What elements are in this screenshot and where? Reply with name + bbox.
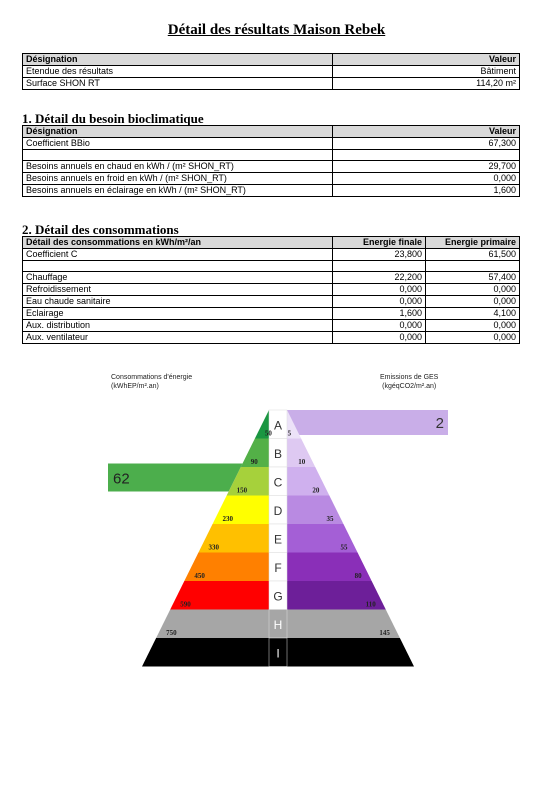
ges-threshold-label: 55 xyxy=(340,543,348,552)
ges-threshold-label: 110 xyxy=(365,600,376,609)
ges-band-c xyxy=(287,467,329,496)
class-letter: I xyxy=(276,646,280,661)
ges-band-i xyxy=(287,638,414,667)
ges-threshold-label: 20 xyxy=(312,486,320,495)
ges-title-text: Emissions de GES xyxy=(380,374,439,381)
cell-label: Eau chaude sanitaire xyxy=(23,296,333,308)
ges-threshold-label: 145 xyxy=(379,629,390,637)
header-detail: Détail des consommations en kWh/m²/an xyxy=(23,237,333,249)
cell-label: Etendue des résultats xyxy=(23,66,333,78)
class-letter: A xyxy=(273,418,283,433)
energy-threshold-label: 750 xyxy=(166,629,177,637)
cell-primaire: 57,400 xyxy=(426,272,520,284)
cell-label: Coefficient C xyxy=(23,249,333,261)
ges-threshold-label: 35 xyxy=(326,515,334,523)
cell-label: Eclairage xyxy=(23,308,333,320)
cell-value: 29,700 xyxy=(333,161,520,173)
cell-label: Aux. distribution xyxy=(23,320,333,332)
cell-finale: 0,000 xyxy=(333,320,426,332)
energy-threshold-label: 330 xyxy=(208,543,219,552)
energy-threshold-label: 90 xyxy=(250,458,258,466)
cell-label: Chauffage xyxy=(23,272,333,284)
header-energie-finale: Energie finale xyxy=(333,237,426,249)
class-letter: D xyxy=(273,503,283,518)
cell-finale: 0,000 xyxy=(333,284,426,296)
header-valeur: Valeur xyxy=(333,126,520,138)
cell-value: 0,000 xyxy=(333,173,520,185)
ges-unit-text: (kgéqCO2/m².an) xyxy=(382,383,437,390)
cell-primaire: 4,100 xyxy=(426,308,520,320)
ges-threshold-label: 5 xyxy=(287,429,292,438)
class-letter: F xyxy=(274,560,282,575)
cell-finale: 22,200 xyxy=(333,272,426,284)
class-letter: C xyxy=(273,475,283,490)
cell-finale: 1,600 xyxy=(333,308,426,320)
section-heading-consommations: 2. Détail des consommations xyxy=(22,222,179,237)
energy-band-i xyxy=(142,638,269,667)
energy-threshold-label: 590 xyxy=(180,600,191,609)
cell-label: Aux. ventilateur xyxy=(23,332,333,344)
class-letter: B xyxy=(273,446,283,461)
class-letter: E xyxy=(273,532,283,547)
energy-band-d xyxy=(213,496,269,525)
class-letter: H xyxy=(273,617,283,632)
cell-primaire: 0,000 xyxy=(426,320,520,332)
cell-label: Coefficient BBio xyxy=(23,138,333,150)
cell-label: Besoins annuels en froid en kWh / (m² SHON_RT) xyxy=(23,173,333,185)
cell-label: Besoins annuels en chaud en kWh / (m² SHON_RT) xyxy=(23,161,333,173)
cell-value: 114,20 m² xyxy=(333,78,520,90)
header-energie-primaire: Energie primaire xyxy=(426,237,520,249)
cell-value: 67,300 xyxy=(333,138,520,150)
ges-value-arrow xyxy=(287,410,448,435)
cell-primaire: 0,000 xyxy=(426,296,520,308)
ges-threshold-label: 80 xyxy=(354,572,362,580)
ges-band-d xyxy=(287,496,343,525)
cell-finale: 0,000 xyxy=(333,332,426,344)
header-valeur: Valeur xyxy=(333,54,520,66)
header-designation: Désignation xyxy=(23,54,333,66)
cell-label: Surface SHON RT xyxy=(23,78,333,90)
section-heading-bioclimatique: 1. Détail du besoin bioclimatique xyxy=(22,111,204,126)
energy-threshold-label: 230 xyxy=(222,515,234,523)
energy-threshold-label: 450 xyxy=(194,572,205,580)
header-designation: Désignation xyxy=(23,126,333,138)
ges-threshold-label: 10 xyxy=(298,458,306,466)
cell-primaire: 61,500 xyxy=(426,249,520,261)
ges-value: 2 xyxy=(435,415,444,432)
energy-threshold-label: 150 xyxy=(236,486,248,495)
class-letter: G xyxy=(273,589,283,604)
energy-unit-text: (kWhEP/m².an) xyxy=(111,383,159,390)
cell-finale: 0,000 xyxy=(333,296,426,308)
page-title: Détail des résultats Maison Rebek xyxy=(167,22,386,38)
cell-primaire: 0,000 xyxy=(426,332,520,344)
cell-label: Besoins annuels en éclairage en kWh / (m² SHON_RT) xyxy=(23,185,333,197)
cell-value: Bâtiment xyxy=(333,66,520,78)
cell-value: 1,600 xyxy=(333,185,520,197)
cell-label: Refroidissement xyxy=(23,284,333,296)
energy-title-text: Consommations d'énergie xyxy=(111,374,193,381)
energy-value: 62 xyxy=(113,470,130,488)
energy-threshold-label: 50 xyxy=(264,429,272,438)
cell-primaire: 0,000 xyxy=(426,284,520,296)
cell-finale: 23,800 xyxy=(333,249,426,261)
